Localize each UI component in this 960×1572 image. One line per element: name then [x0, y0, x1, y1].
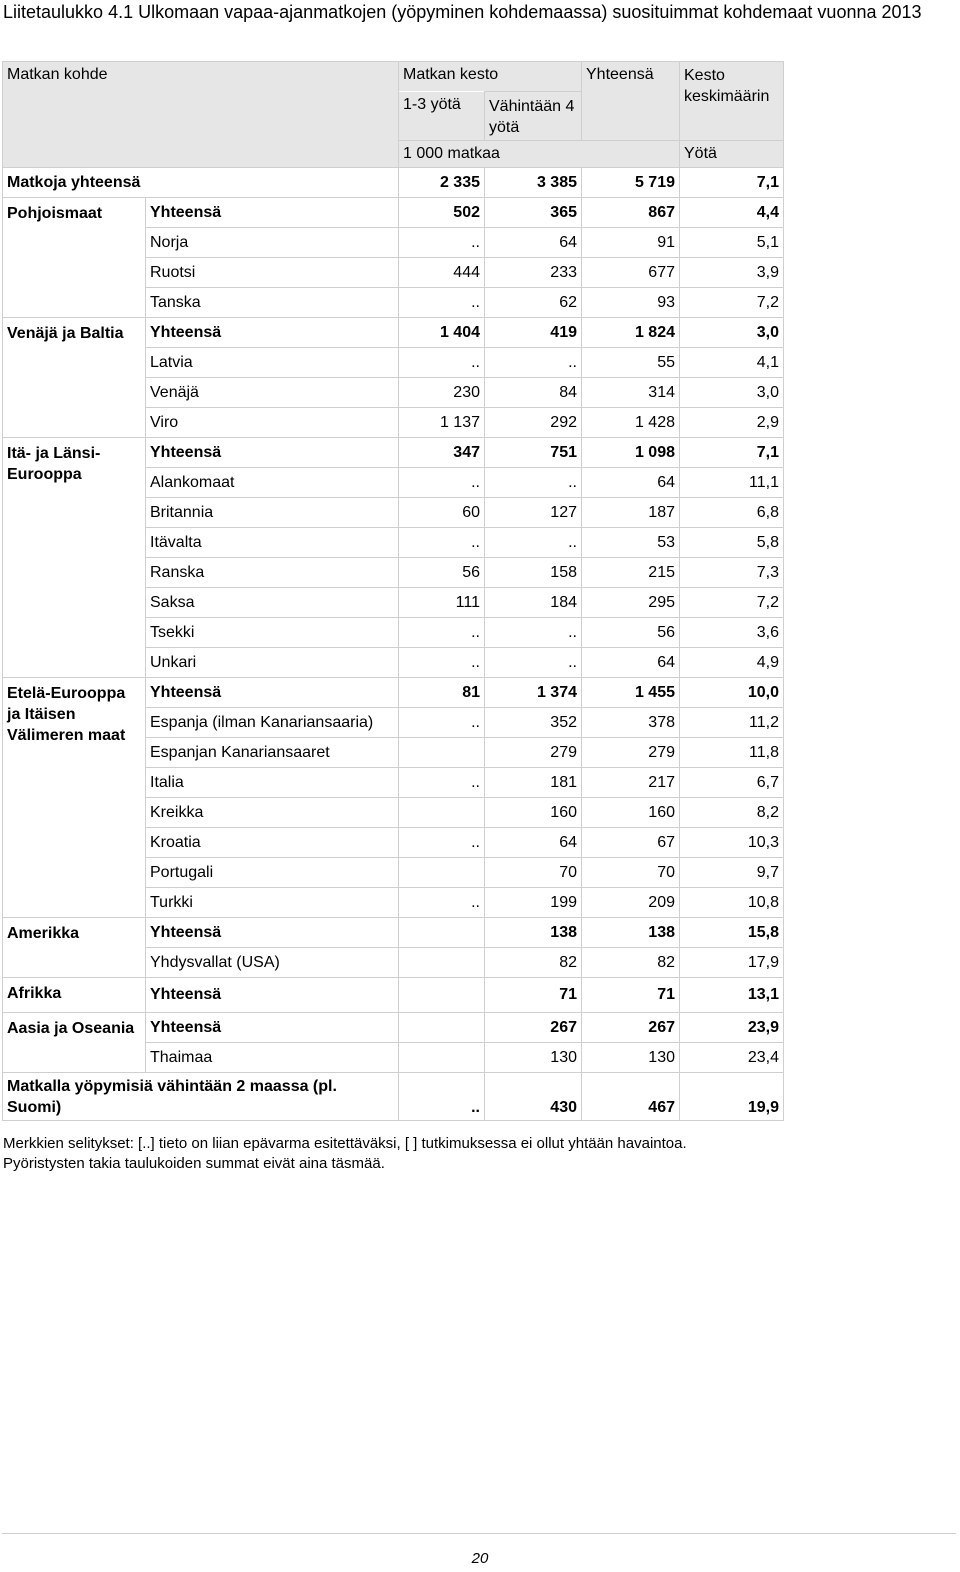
- row-label: Yhdysvallat (USA): [146, 948, 399, 978]
- cell-1-3-nights: 1 404: [399, 318, 485, 348]
- cell-total: 187: [582, 498, 680, 528]
- table-row: [3, 918, 784, 948]
- cell-4plus-nights: 64: [485, 828, 582, 858]
- cell-avg: 3,6: [680, 618, 784, 648]
- cell-4plus-nights: 267: [485, 1013, 582, 1043]
- cell-avg: 4,1: [680, 348, 784, 378]
- cell-total: 53: [582, 528, 680, 558]
- table-row: [3, 198, 784, 228]
- cell-avg: 3,0: [680, 378, 784, 408]
- cell-avg: 6,8: [680, 498, 784, 528]
- cell-avg: 5,8: [680, 528, 784, 558]
- row-label: Turkki: [146, 888, 399, 918]
- row-label: Ruotsi: [146, 258, 399, 288]
- cell-avg: 3,0: [680, 318, 784, 348]
- row-label: Norja: [146, 228, 399, 258]
- footnote-rounding: Pyöristysten takia taulukoiden summat eivät aina täsmää.: [3, 1155, 385, 1172]
- cell-4plus-nights: 292: [485, 408, 582, 438]
- row-label: Kroatia: [146, 828, 399, 858]
- row-label: Matkoja yhteensä: [3, 168, 399, 198]
- cell-4plus-nights: 365: [485, 198, 582, 228]
- row-label: Viro: [146, 408, 399, 438]
- cell-total: 215: [582, 558, 680, 588]
- cell-total: 91: [582, 228, 680, 258]
- cell-avg: 23,4: [680, 1043, 784, 1073]
- cell-total: 138: [582, 918, 680, 948]
- cell-total: 70: [582, 858, 680, 888]
- header-nights-4plus: Vähintään 4 yötä: [485, 92, 582, 141]
- cell-1-3-nights: [399, 978, 485, 1013]
- cell-4plus-nights: 64: [485, 228, 582, 258]
- cell-1-3-nights: 230: [399, 378, 485, 408]
- table-row: [3, 318, 784, 348]
- cell-4plus-nights: 1 374: [485, 678, 582, 708]
- cell-avg: 7,3: [680, 558, 784, 588]
- cell-avg: 4,9: [680, 648, 784, 678]
- cell-4plus-nights: 751: [485, 438, 582, 468]
- cell-1-3-nights: ..: [399, 348, 485, 378]
- cell-avg: 11,8: [680, 738, 784, 768]
- cell-total: 64: [582, 468, 680, 498]
- cell-total: 71: [582, 978, 680, 1013]
- row-label: Yhteensä: [146, 318, 399, 348]
- cell-1-3-nights: [399, 798, 485, 828]
- cell-total: 1 824: [582, 318, 680, 348]
- region-label: Pohjoismaat: [3, 198, 146, 318]
- region-label: Venäjä ja Baltia: [3, 318, 146, 438]
- cell-1-3-nights: 56: [399, 558, 485, 588]
- cell-4plus-nights: 419: [485, 318, 582, 348]
- cell-1-3-nights: 81: [399, 678, 485, 708]
- row-label: Tsekki: [146, 618, 399, 648]
- cell-total: 314: [582, 378, 680, 408]
- cell-4plus-nights: 130: [485, 1043, 582, 1073]
- row-label: Yhteensä: [146, 978, 399, 1013]
- row-label: Yhteensä: [146, 198, 399, 228]
- cell-avg: 10,3: [680, 828, 784, 858]
- region-label: Afrikka: [3, 978, 146, 1013]
- row-label: Yhteensä: [146, 918, 399, 948]
- cell-total: 279: [582, 738, 680, 768]
- row-label: Matkalla yöpymisiä vähintään 2 maassa (pl. Suomi): [3, 1073, 399, 1121]
- footer-divider: [2, 1533, 956, 1534]
- cell-1-3-nights: ..: [399, 888, 485, 918]
- header-duration: Matkan kesto: [399, 62, 582, 92]
- row-label: Espanja (ilman Kanariansaaria): [146, 708, 399, 738]
- cell-total: 130: [582, 1043, 680, 1073]
- row-label: Thaimaa: [146, 1043, 399, 1073]
- cell-avg: 11,1: [680, 468, 784, 498]
- cell-total: 1 098: [582, 438, 680, 468]
- cell-avg: 13,1: [680, 978, 784, 1013]
- cell-4plus-nights: 181: [485, 768, 582, 798]
- cell-4plus-nights: 127: [485, 498, 582, 528]
- header-nights-1-3: 1-3 yötä: [399, 92, 485, 141]
- cell-1-3-nights: 60: [399, 498, 485, 528]
- data-table: [2, 61, 784, 1121]
- cell-avg: 2,9: [680, 408, 784, 438]
- footnotes: [3, 1134, 687, 1174]
- cell-avg: 23,9: [680, 1013, 784, 1043]
- header-total: Yhteensä: [582, 62, 680, 141]
- row-label: Saksa: [146, 588, 399, 618]
- cell-4plus-nights: 62: [485, 288, 582, 318]
- cell-4plus-nights: 160: [485, 798, 582, 828]
- region-label: Etelä-Eurooppa ja Itäisen Välimeren maat: [3, 678, 146, 918]
- cell-total: 56: [582, 618, 680, 648]
- row-label: Alankomaat: [146, 468, 399, 498]
- cell-avg: 17,9: [680, 948, 784, 978]
- cell-1-3-nights: 502: [399, 198, 485, 228]
- cell-4plus-nights: 84: [485, 378, 582, 408]
- multi-country-row: [3, 1073, 784, 1121]
- cell-4plus-nights: ..: [485, 618, 582, 648]
- cell-1-3-nights: 2 335: [399, 168, 485, 198]
- cell-1-3-nights: [399, 948, 485, 978]
- cell-avg: 7,1: [680, 438, 784, 468]
- cell-1-3-nights: 1 137: [399, 408, 485, 438]
- cell-4plus-nights: 233: [485, 258, 582, 288]
- cell-4plus-nights: 3 385: [485, 168, 582, 198]
- cell-total: 160: [582, 798, 680, 828]
- cell-avg: 7,2: [680, 288, 784, 318]
- cell-4plus-nights: 184: [485, 588, 582, 618]
- cell-4plus-nights: ..: [485, 648, 582, 678]
- region-label: Aasia ja Oseania: [3, 1013, 146, 1073]
- cell-1-3-nights: ..: [399, 708, 485, 738]
- cell-1-3-nights: [399, 1013, 485, 1043]
- cell-avg: 7,2: [680, 588, 784, 618]
- cell-avg: 3,9: [680, 258, 784, 288]
- cell-1-3-nights: ..: [399, 528, 485, 558]
- cell-1-3-nights: ..: [399, 768, 485, 798]
- cell-1-3-nights: [399, 918, 485, 948]
- cell-1-3-nights: ..: [399, 618, 485, 648]
- cell-4plus-nights: 138: [485, 918, 582, 948]
- header-unit-nights: Yötä: [680, 141, 784, 168]
- page-number: 20: [471, 1550, 489, 1567]
- grand-total-row: [3, 168, 784, 198]
- cell-4plus-nights: 158: [485, 558, 582, 588]
- cell-total: 1 455: [582, 678, 680, 708]
- cell-total: 378: [582, 708, 680, 738]
- cell-avg: 15,8: [680, 918, 784, 948]
- cell-4plus-nights: 71: [485, 978, 582, 1013]
- cell-avg: 19,9: [680, 1073, 784, 1121]
- cell-total: 209: [582, 888, 680, 918]
- cell-4plus-nights: 82: [485, 948, 582, 978]
- page-title: Liitetaulukko 4.1 Ulkomaan vapaa-ajanmatkojen (yöpyminen kohdemaassa) suosituimmat kohdemaat vuonna 2013: [3, 2, 922, 22]
- row-label: Espanjan Kanariansaaret: [146, 738, 399, 768]
- table-row: [3, 438, 784, 468]
- cell-total: 267: [582, 1013, 680, 1043]
- cell-avg: 10,0: [680, 678, 784, 708]
- cell-total: 217: [582, 768, 680, 798]
- cell-1-3-nights: ..: [399, 1073, 485, 1121]
- row-label: Portugali: [146, 858, 399, 888]
- cell-total: 64: [582, 648, 680, 678]
- cell-1-3-nights: 347: [399, 438, 485, 468]
- cell-avg: 9,7: [680, 858, 784, 888]
- row-label: Latvia: [146, 348, 399, 378]
- cell-avg: 10,8: [680, 888, 784, 918]
- cell-4plus-nights: ..: [485, 348, 582, 378]
- header-avg-duration: Kesto keskimäärin: [680, 62, 784, 141]
- cell-4plus-nights: 430: [485, 1073, 582, 1121]
- cell-total: 67: [582, 828, 680, 858]
- cell-1-3-nights: [399, 738, 485, 768]
- cell-1-3-nights: ..: [399, 828, 485, 858]
- cell-total: 93: [582, 288, 680, 318]
- header-unit-trips: 1 000 matkaa: [399, 141, 680, 168]
- table-row: [3, 978, 784, 1013]
- row-label: Tanska: [146, 288, 399, 318]
- row-label: Yhteensä: [146, 678, 399, 708]
- cell-4plus-nights: ..: [485, 468, 582, 498]
- cell-total: 467: [582, 1073, 680, 1121]
- row-label: Italia: [146, 768, 399, 798]
- row-label: Itävalta: [146, 528, 399, 558]
- row-label: Venäjä: [146, 378, 399, 408]
- table-row: [3, 678, 784, 708]
- header-destination: Matkan kohde: [3, 62, 399, 168]
- cell-total: 1 428: [582, 408, 680, 438]
- row-label: Ranska: [146, 558, 399, 588]
- row-label: Kreikka: [146, 798, 399, 828]
- cell-4plus-nights: 70: [485, 858, 582, 888]
- cell-avg: 11,2: [680, 708, 784, 738]
- cell-total: 677: [582, 258, 680, 288]
- region-label: Itä- ja Länsi-Eurooppa: [3, 438, 146, 678]
- cell-4plus-nights: 199: [485, 888, 582, 918]
- cell-4plus-nights: 352: [485, 708, 582, 738]
- cell-total: 5 719: [582, 168, 680, 198]
- cell-4plus-nights: 279: [485, 738, 582, 768]
- row-label: Britannia: [146, 498, 399, 528]
- cell-avg: 4,4: [680, 198, 784, 228]
- cell-1-3-nights: ..: [399, 648, 485, 678]
- cell-1-3-nights: ..: [399, 288, 485, 318]
- cell-total: 55: [582, 348, 680, 378]
- cell-1-3-nights: [399, 858, 485, 888]
- row-label: Yhteensä: [146, 1013, 399, 1043]
- region-label: Amerikka: [3, 918, 146, 978]
- footnote-legend: Merkkien selitykset: [..] tieto on liian epävarma esitettäväksi, [ ] tutkimuksessa ei ollut yhtään havaintoa.: [3, 1135, 687, 1152]
- table-row: [3, 1013, 784, 1043]
- cell-1-3-nights: ..: [399, 228, 485, 258]
- cell-1-3-nights: 444: [399, 258, 485, 288]
- cell-1-3-nights: 111: [399, 588, 485, 618]
- row-label: Yhteensä: [146, 438, 399, 468]
- cell-total: 295: [582, 588, 680, 618]
- cell-avg: 8,2: [680, 798, 784, 828]
- cell-avg: 6,7: [680, 768, 784, 798]
- cell-total: 867: [582, 198, 680, 228]
- cell-4plus-nights: ..: [485, 528, 582, 558]
- cell-1-3-nights: ..: [399, 468, 485, 498]
- cell-1-3-nights: [399, 1043, 485, 1073]
- row-label: Unkari: [146, 648, 399, 678]
- cell-avg: 7,1: [680, 168, 784, 198]
- cell-total: 82: [582, 948, 680, 978]
- cell-avg: 5,1: [680, 228, 784, 258]
